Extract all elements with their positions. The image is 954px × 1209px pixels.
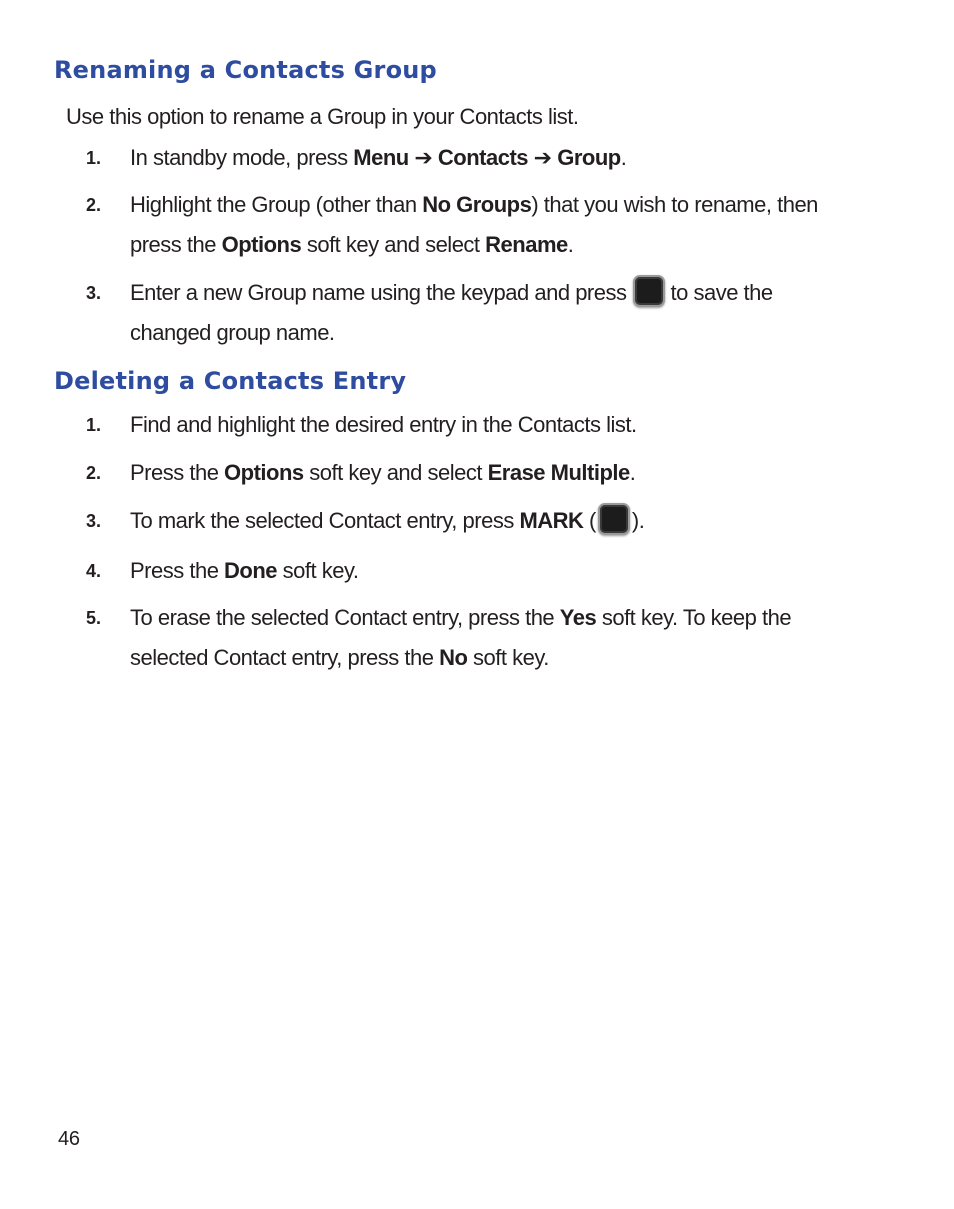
step-text: soft key. <box>467 645 549 671</box>
list-item <box>0 143 850 173</box>
list-item <box>0 410 850 440</box>
step-number: 2. <box>86 463 102 483</box>
arrow-separator: ➔ <box>528 145 558 170</box>
step-text: changed group name. <box>130 320 335 345</box>
section-heading-renaming-group: Renaming a Contacts Group <box>54 56 437 84</box>
mark-label: MARK <box>519 508 584 533</box>
step-text: press the <box>130 232 222 257</box>
step-text: Highlight the Group (other than <box>130 192 423 217</box>
step-number: 3. <box>86 283 102 303</box>
list-item <box>0 185 850 265</box>
step-number: 3. <box>86 511 102 531</box>
list-item <box>0 598 850 678</box>
menu-label: Menu <box>353 145 409 170</box>
list-item <box>0 273 850 353</box>
step-number: 2. <box>86 195 102 215</box>
step-number: 4. <box>86 561 102 582</box>
step-number: 1. <box>86 415 102 435</box>
step-text: To mark the selected Contact entry, press <box>130 508 520 533</box>
steps-list-renaming <box>0 143 954 361</box>
section-heading-deleting-entry: Deleting a Contacts Entry <box>54 367 407 395</box>
done-label: Done <box>224 558 278 584</box>
step-text: ). <box>631 508 645 533</box>
step-text: ( <box>583 508 596 533</box>
rename-label: Rename <box>485 232 568 257</box>
ok-key-icon <box>633 275 665 307</box>
step-text: Enter a new Group name using the keypad and press <box>130 280 627 305</box>
step-text: soft key and select <box>303 460 488 485</box>
erase-multiple-label: Erase Multiple <box>487 460 630 485</box>
step-text-end: . <box>629 460 636 485</box>
no-groups-label: No Groups <box>422 192 532 217</box>
step-text: ) that you wish to rename, then <box>531 192 818 217</box>
step-text: In standby mode, press <box>130 145 354 170</box>
list-item <box>0 556 850 586</box>
list-item <box>0 506 850 538</box>
step-text: Press the <box>130 460 225 485</box>
contacts-label: Contacts <box>437 145 529 170</box>
step-text: Press the <box>130 558 225 584</box>
arrow-separator: ➔ <box>408 145 438 170</box>
list-item <box>0 458 850 488</box>
group-label: Group <box>557 145 621 170</box>
section-intro: Use this option to rename a Group in your Contacts list. <box>66 104 579 129</box>
no-label: No <box>439 645 468 671</box>
page-number: 46 <box>58 1128 80 1150</box>
step-text: soft key and select <box>301 232 486 257</box>
step-number: 1. <box>86 148 102 168</box>
step-text: To erase the selected Contact entry, press the <box>130 605 560 631</box>
step-text-end: . <box>620 145 627 170</box>
ok-key-icon <box>598 503 630 535</box>
step-text: soft key. <box>277 558 359 584</box>
steps-list-deleting <box>0 410 954 686</box>
step-number: 5. <box>86 608 102 629</box>
step-text: selected Contact entry, press the <box>130 645 440 671</box>
step-text-end: . <box>567 232 574 257</box>
step-text: to save the <box>670 280 773 305</box>
yes-label: Yes <box>559 605 597 631</box>
options-label: Options <box>224 460 304 485</box>
step-text: Find and highlight the desired entry in the Contacts list. <box>130 412 637 437</box>
options-label: Options <box>221 232 302 257</box>
step-text: soft key. To keep the <box>596 605 792 631</box>
